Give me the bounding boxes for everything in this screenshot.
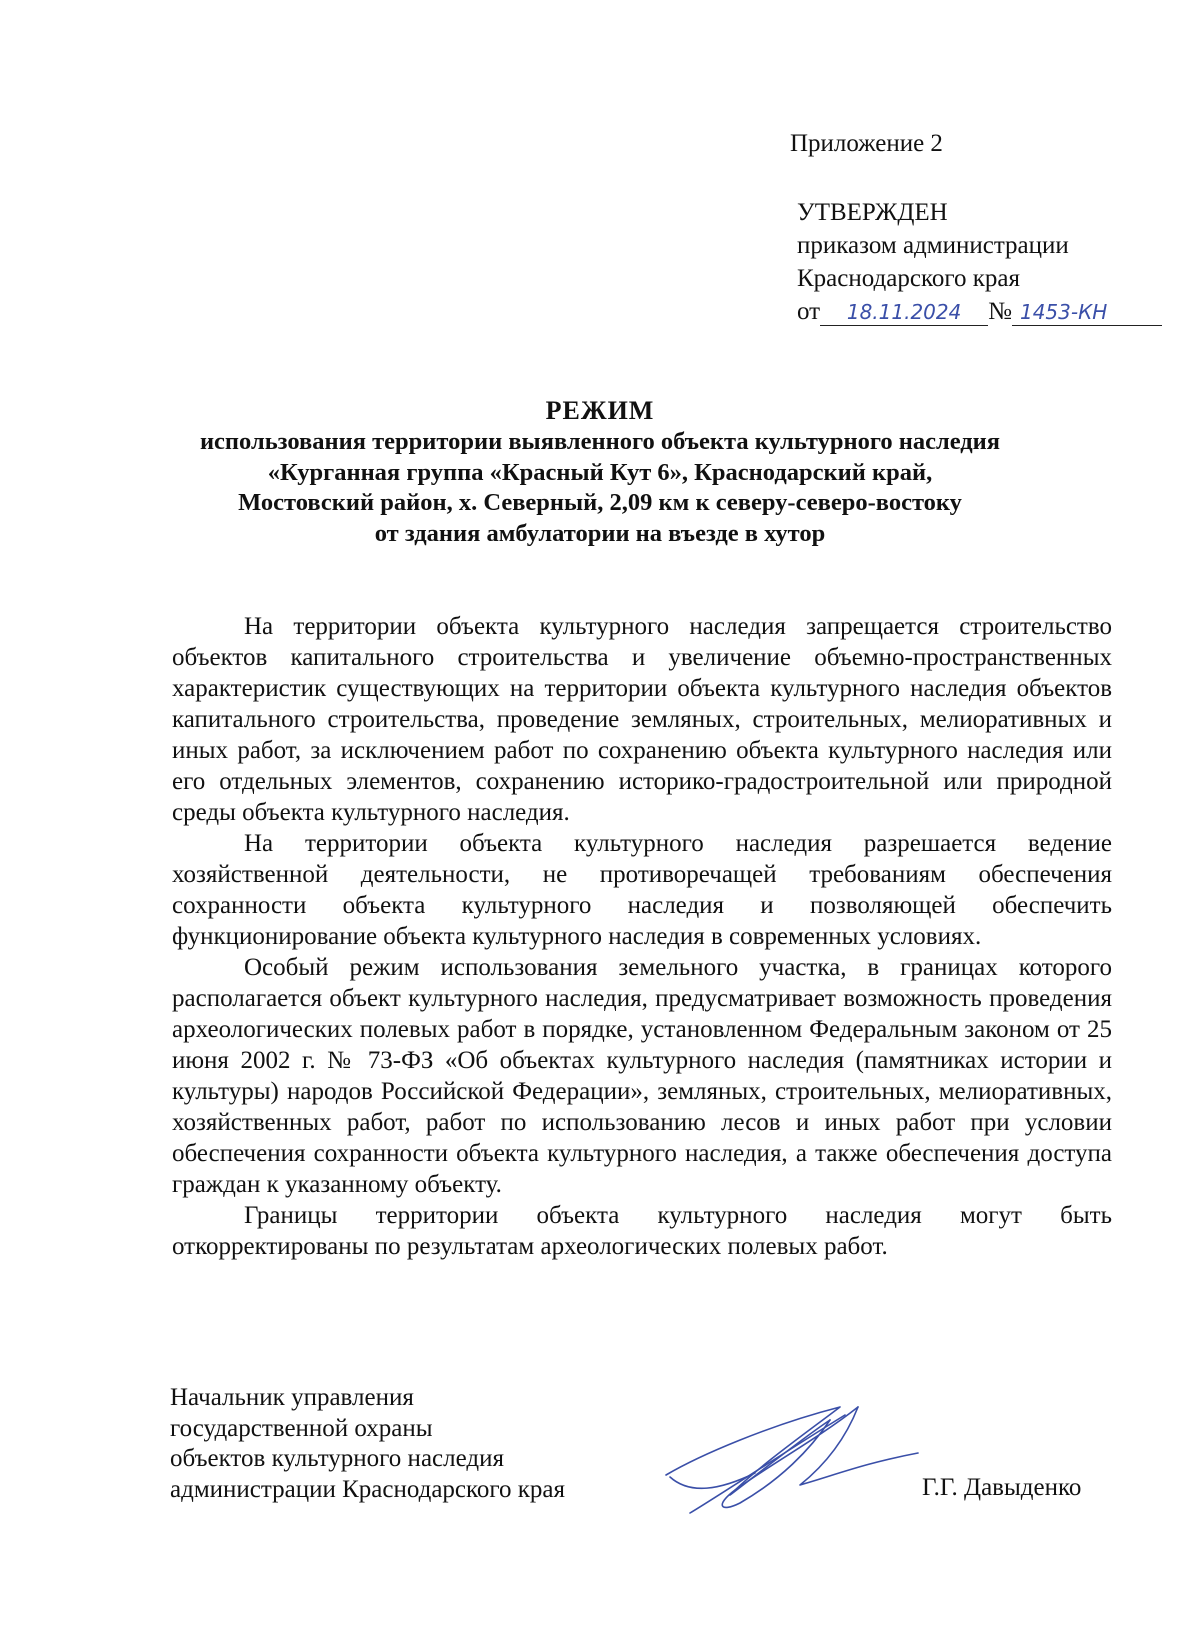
document-subtitle — [150, 427, 1050, 549]
paragraph-special-regime: Особый режим использования земельного участка, в границах которого располагается объект культурного наследия, предусматривает возможность проведения археологических полевых работ в порядке, установленном Федеральным законом от 25 июня 2002 г. № 73-ФЗ «Об объектах культурного наследия (памятниках истории и культуры) народов Российской Федерации», земляных, строительных, мелиоративных, хозяйственных работ, работ по использованию лесов и иных работ при условии обеспечения сохранности объекта культурного наследия, а также обеспечения доступа граждан к указанному объекту. — [172, 954, 1112, 1198]
approval-stamp — [797, 196, 1162, 328]
subtitle-line: Мостовский район, х. Северный, 2,09 км к северу-северо-востоку — [238, 489, 962, 516]
position-line: Начальник управления — [170, 1384, 414, 1411]
subtitle-line: от здания амбулатории на въезде в хутор — [374, 519, 826, 547]
number-sign: № — [988, 298, 1012, 325]
position-line: администрации Краснодарского края — [170, 1475, 566, 1503]
signatory-position — [170, 1383, 565, 1505]
document-body — [172, 611, 1112, 1262]
paragraph-prohibitions: На территории объекта культурного наследия запрещается строительство объектов капитального строительства и увеличение объемно-пространственных характеристик существующих на территории объекта культурного наследия объектов капитального строительства, проведение земляных, строительных, мелиоративных и иных работ, за исключением работ по сохранению объекта культурного наследия или его отдельных элементов, сохранению историко-градостроительной или природной среды объекта культурного наследия. — [172, 613, 1112, 826]
order-number: 1453-КН — [1012, 299, 1162, 326]
signatory-name: Г.Г. Давыденко — [922, 1474, 1082, 1501]
order-date: 18.11.2024 — [820, 299, 988, 326]
document-title: РЕЖИМ — [545, 396, 655, 425]
position-line: государственной охраны — [170, 1414, 433, 1442]
approval-status: УТВЕРЖДЕН — [797, 199, 948, 226]
subtitle-line: «Курганная группа «Красный Кут 6», Краснодарский край, — [267, 458, 933, 486]
approval-line-2: Краснодарского края — [797, 265, 1020, 292]
position-line: объектов культурного наследия — [170, 1445, 504, 1472]
appendix-label: Приложение 2 — [790, 130, 943, 157]
subtitle-line: использования территории выявленного объекта культурного наследия — [199, 428, 1001, 455]
approval-line-1: приказом администрации — [797, 232, 1069, 259]
handwritten-signature — [660, 1385, 920, 1525]
approval-date-line — [797, 295, 1162, 328]
date-prefix: от — [797, 298, 821, 325]
paragraph-permitted-activity: На территории объекта культурного наследия разрешается ведение хозяйственной деятельности, не противоречащей требованиям обеспечения сохранности объекта культурного наследия и позволяющей обеспечить функционирование объекта культурного наследия в современных условиях. — [172, 830, 1112, 950]
paragraph-boundaries: Границы территории объекта культурного наследия могут быть откорректированы по результатам археологических полевых работ. — [172, 1202, 1112, 1260]
